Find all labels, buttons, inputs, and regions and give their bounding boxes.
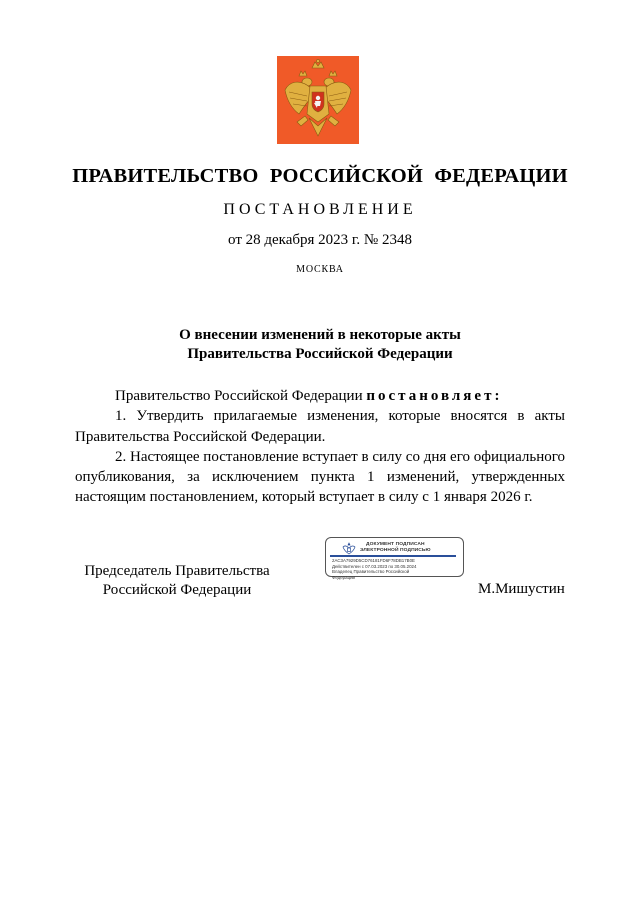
russian-coat-of-arms-icon xyxy=(277,56,359,144)
signer-position-line-1: Председатель Правительства xyxy=(84,563,270,579)
electronic-signature-stamp xyxy=(325,537,464,580)
paragraph-1: 1. Утвердить прилагаемые изменения, которые вносятся в акты Правительства Российской Федерации. xyxy=(75,408,565,445)
stamp-header xyxy=(326,540,463,556)
intro-emphasis: постановляет: xyxy=(366,388,503,404)
stamp-owner-line-2: Федерации xyxy=(332,574,355,580)
government-title: ПРАВИТЕЛЬСТВО РОССИЙСКОЙ ФЕДЕРАЦИИ xyxy=(72,165,568,187)
document-heading-line-1: О внесении изменений в некоторые акты xyxy=(179,327,461,343)
stamp-validity: Действителен с 07.03.2023 по 30.05.2024 xyxy=(332,563,417,569)
stamp-title-line-2: ЭЛЕКТРОННОЙ ПОДПИСЬЮ xyxy=(360,548,431,553)
stamp-details xyxy=(332,558,462,580)
stamp-title xyxy=(360,542,431,554)
stamp-divider-bar xyxy=(330,555,456,557)
stamp-title-line-1: ДОКУМЕНТ ПОДПИСАН xyxy=(366,542,425,547)
document-heading xyxy=(0,326,640,364)
document-date-number: от 28 декабря 2023 г. № 2348 xyxy=(228,232,412,248)
document-type: ПОСТАНОВЛЕНИЕ xyxy=(223,201,417,218)
intro-text: Правительство Российской Федерации xyxy=(115,388,367,404)
stamp-owner-line-1: Владелец Правительство Российской xyxy=(332,569,410,575)
stamp-emblem-icon xyxy=(342,542,356,555)
signer-position xyxy=(72,562,282,600)
stamp-serial: 2AC3A7929D5CD76181FD6F78DB17B0E xyxy=(332,558,415,563)
document-body xyxy=(75,386,565,508)
signer-position-line-2: Российской Федерации xyxy=(102,582,252,598)
intro-paragraph xyxy=(75,386,565,406)
signer-name: М.Мишустин xyxy=(478,581,565,597)
document-city: МОСКВА xyxy=(296,264,344,275)
paragraph-2: 2. Настоящее постановление вступает в силу со дня его официального опубликования, за исключением пункта 1 изменений, утвержденных настоящим постановлением, который вступает в силу с 1 января 2026 г. xyxy=(75,448,565,506)
document-heading-line-2: Правительства Российской Федерации xyxy=(187,346,453,362)
